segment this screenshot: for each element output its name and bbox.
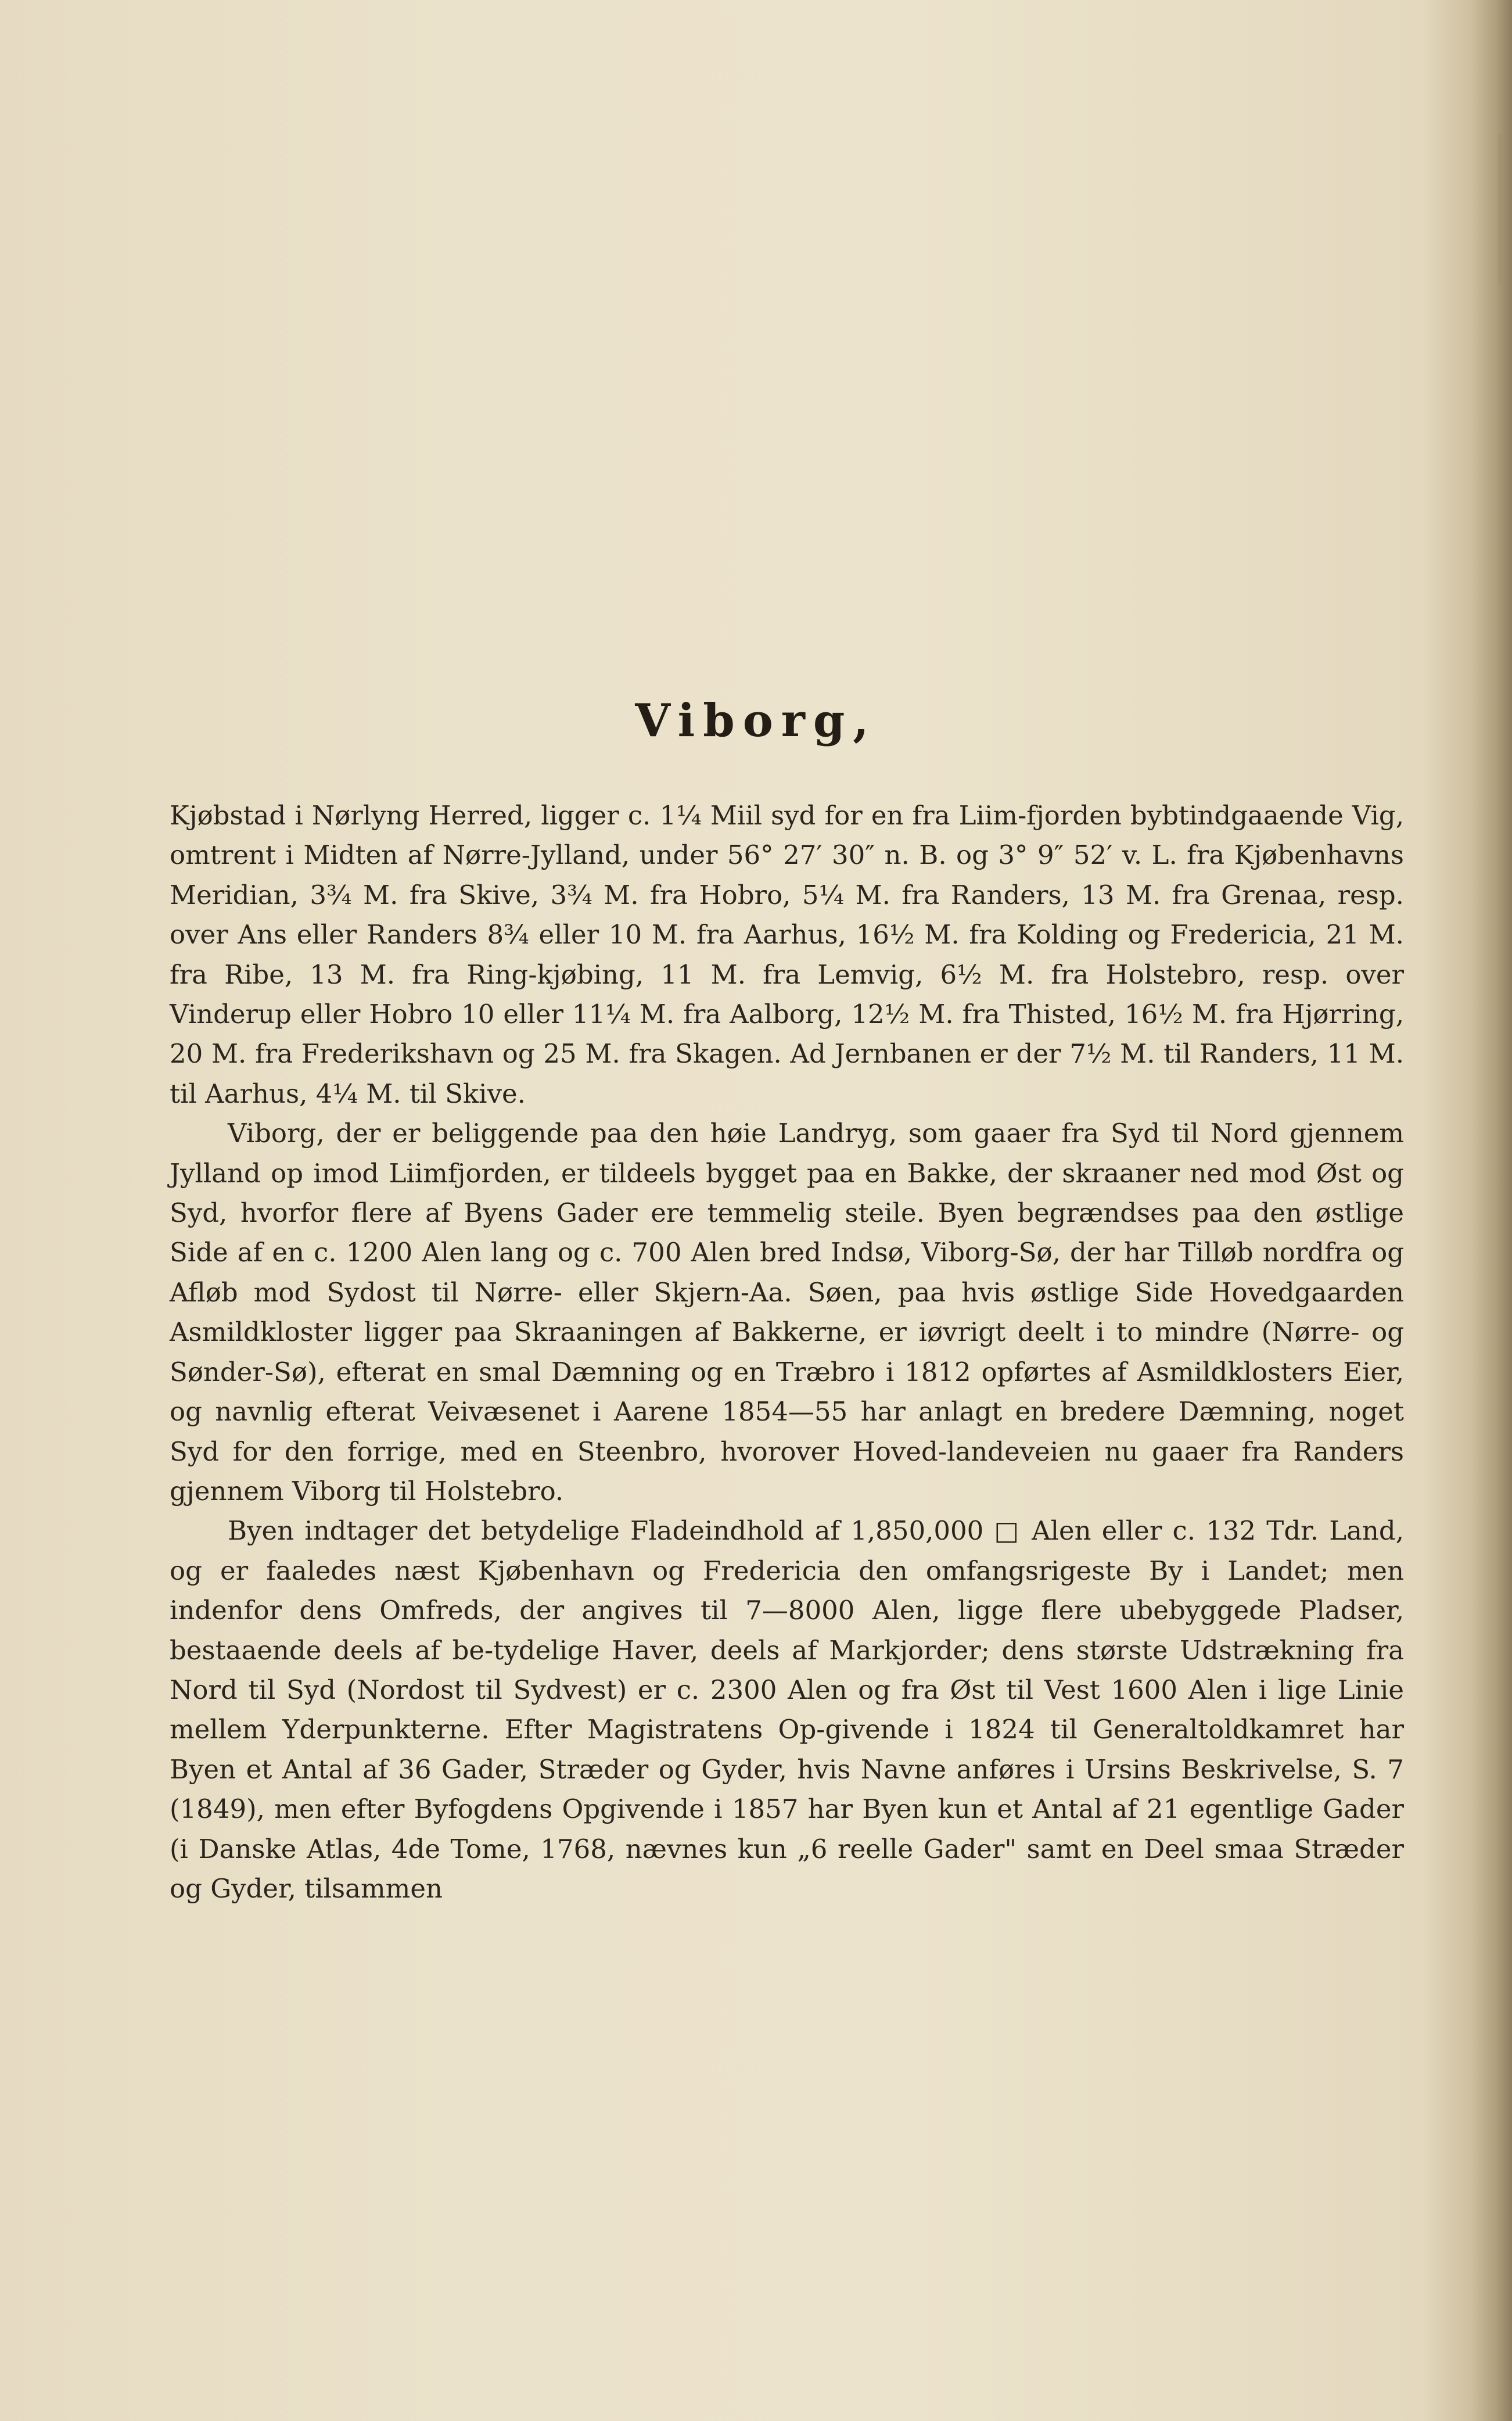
body-text [170, 796, 1404, 1909]
paragraph-location: Kjøbstad i Nørlyng Herred, ligger c. 1¼ Miil syd for en fra Liim-fjorden bybtindgaaende Vig, omtrent i Midten af Nørre-Jylland, under 56° 27′ 30″ n. B. og 3° 9″ 52′ v. L. fra Kjøbenhavns Meridian, 3¾ M. fra Skive, 3¾ M. fra Hobro, 5¼ M. fra Randers, 13 M. fra Grenaa, resp. over Ans eller Randers 8¾ eller 10 M. fra Aarhus, 16½ M. fra Kolding og Fredericia, 21 M. fra Ribe, 13 M. fra Ring-kjøbing, 11 M. fra Lemvig, 6½ M. fra Holstebro, resp. over Vinderup eller Hobro 10 eller 11¼ M. fra Aalborg, 12½ M. fra Thisted, 16½ M. fra Hjørring, 20 M. fra Frederikshavn og 25 M. fra Skagen. Ad Jernbanen er der 7½ M. til Randers, 11 M. til Aarhus, 4¼ M. til Skive. [170, 800, 1404, 1109]
page-edge-shadow [1471, 0, 1512, 2421]
paragraph-area: Byen indtager det betydelige Fladeindhold af 1,850,000 □ Alen eller c. 132 Tdr. Land, og er faaledes næst Kjøbenhavn og Fredericia den omfangsrigeste By i Landet; men indenfor dens Omfreds, der angives til 7—8000 Alen, ligge flere ubebyggede Pladser, bestaaende deels af be-tydelige Haver, deels af Markjorder; dens største Udstrækning fra Nord til Syd (Nordost til Sydvest) er c. 2300 Alen og fra Øst til Vest 1600 Alen i lige Linie mellem Yderpunkterne. Efter Magistratens Op-givende i 1824 til Generaltoldkamret har Byen et Antal af 36 Gader, Stræder og Gyder, hvis Navne anføres i Ursins Beskrivelse, S. 7 (1849), men efter Byfogdens Opgivende i 1857 har Byen kun et Antal af 21 egentlige Gader (i Danske Atlas, 4de Tome, 1768, nævnes kun „6 reelle Gader" samt en Deel smaa Stræder og Gyder, tilsammen [170, 1515, 1404, 1904]
paragraph-situation: Viborg, der er beliggende paa den høie Landryg, som gaaer fra Syd til Nord gjennem Jylland op imod Liimfjorden, er tildeels bygget paa en Bakke, der skraaner ned mod Øst og Syd, hvorfor flere af Byens Gader ere temmelig steile. Byen begrændses paa den østlige Side af en c. 1200 Alen lang og c. 700 Alen bred Indsø, Viborg-Sø, der har Tilløb nordfra og Afløb mod Sydost til Nørre- eller Skjern-Aa. Søen, paa hvis østlige Side Hovedgaarden Asmildkloster ligger paa Skraaningen af Bakkerne, er iøvrigt deelt i to mindre (Nørre- og Sønder-Sø), efterat en smal Dæmning og en Træbro i 1812 opførtes af Asmildklosters Eier, og navnlig efterat Veivæsenet i Aarene 1854—55 har anlagt en bredere Dæmning, noget Syd for den forrige, med en Steenbro, hvorover Hoved-landeveien nu gaaer fra Randers gjennem Viborg til Holstebro. [170, 1118, 1404, 1507]
page-title: Viborg, [635, 694, 877, 747]
paper-mark [1498, 134, 1502, 285]
